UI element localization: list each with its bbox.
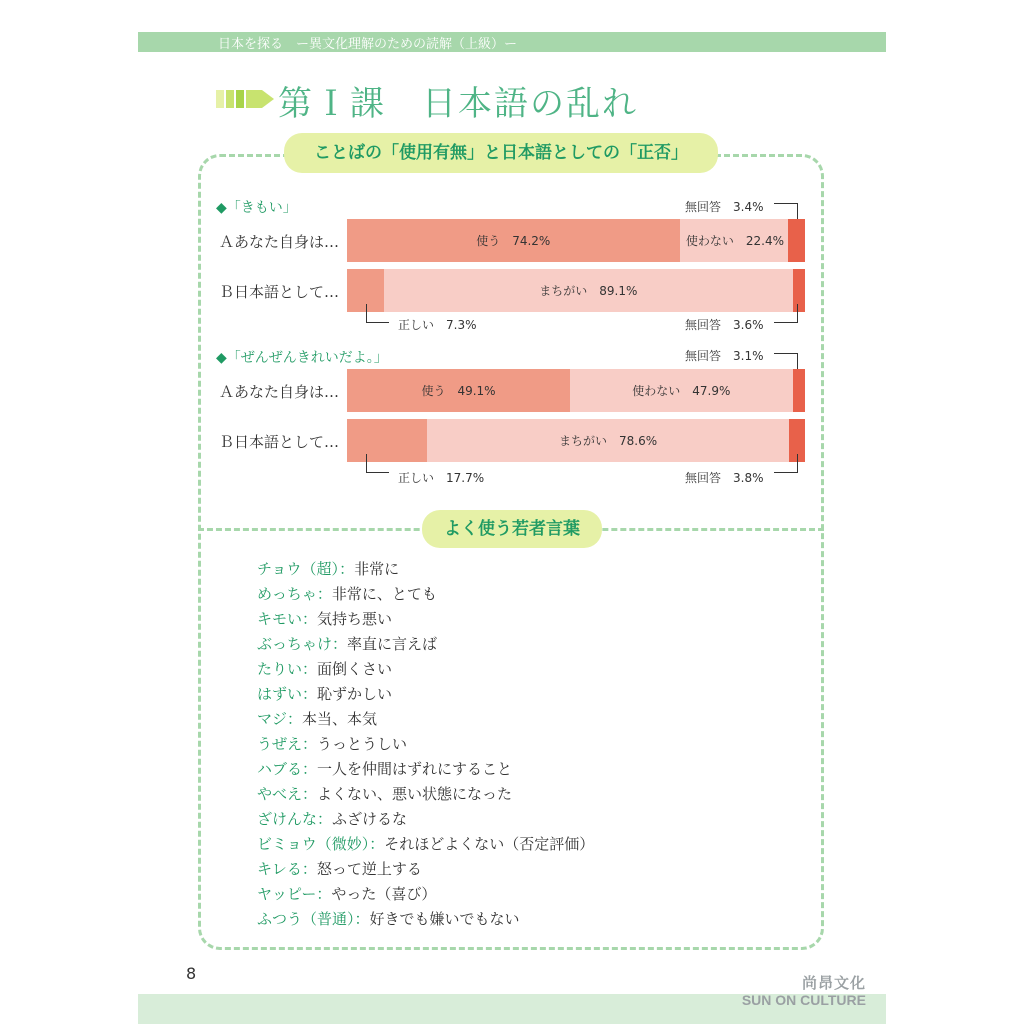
vocab-definition: 本当、本気 bbox=[302, 710, 378, 728]
bar-segment-use bbox=[347, 369, 570, 412]
stacked-bar bbox=[347, 369, 805, 412]
segment-label: 使う 74.2% bbox=[476, 234, 551, 248]
vocab-term: チョウ（超） bbox=[257, 560, 340, 578]
callout-bracket bbox=[774, 454, 798, 473]
vocab-term: やべえ bbox=[257, 785, 303, 803]
vocab-sep: ： bbox=[316, 585, 332, 603]
vocab-definition: 一人を仲間はずれにすること bbox=[317, 760, 513, 778]
vocab-sep: ： bbox=[316, 885, 332, 903]
header-bar bbox=[138, 32, 886, 52]
vocab-sep: ： bbox=[302, 660, 318, 678]
vocab-term: ハブる bbox=[257, 760, 303, 778]
vocab-term: はずい bbox=[257, 685, 303, 703]
segment-label: まちがい 78.6% bbox=[558, 434, 658, 448]
na-callout: 無回答 3.1% bbox=[685, 349, 764, 363]
vocab-definition: よくない、悪い状態になった bbox=[317, 785, 513, 803]
vocab-item bbox=[257, 707, 594, 732]
vocab-item bbox=[257, 632, 594, 657]
row-label-b: Ｂ日本語として… bbox=[219, 283, 340, 301]
vocab-sep: ： bbox=[302, 735, 318, 753]
vocab-sep: ： bbox=[339, 560, 355, 578]
vocab-list bbox=[257, 557, 594, 932]
vocab-item bbox=[257, 732, 594, 757]
vocab-item bbox=[257, 657, 594, 682]
vocab-item bbox=[257, 607, 594, 632]
vocab-item bbox=[257, 557, 594, 582]
vocab-definition: 面倒くさい bbox=[317, 660, 393, 678]
vocab-sep: ： bbox=[302, 610, 318, 628]
title-arrow-icon bbox=[216, 88, 276, 110]
bar-segment-na bbox=[793, 369, 805, 412]
segment-label: 使わない 47.9% bbox=[632, 384, 731, 398]
vocab-definition: それほどよくない（否定評価） bbox=[384, 835, 595, 853]
survey-heading: ことばの「使用有無」と日本語としての「正否」 bbox=[284, 133, 718, 173]
row-label-b: Ｂ日本語として… bbox=[219, 433, 340, 451]
vocab-definition: 気持ち悪い bbox=[317, 610, 393, 628]
bar-segment-use bbox=[347, 219, 680, 262]
vocab-item bbox=[257, 882, 594, 907]
vocab-item bbox=[257, 682, 594, 707]
segment-label: 使わない 22.4% bbox=[685, 234, 785, 248]
bar-segment-nouse bbox=[570, 369, 793, 412]
vocab-term: ざけんな bbox=[257, 810, 318, 828]
vocab-item bbox=[257, 832, 594, 857]
vocab-definition: 率直に言えば bbox=[347, 635, 438, 653]
na-callout: 無回答 3.4% bbox=[685, 200, 764, 214]
na-callout: 無回答 3.6% bbox=[685, 318, 764, 332]
correct-callout: 正しい 17.7% bbox=[398, 471, 485, 485]
stacked-bar bbox=[347, 219, 805, 262]
segment-label: 使う 49.1% bbox=[421, 384, 496, 398]
row-label-a: Ａあなた自身は… bbox=[219, 233, 340, 251]
callout-bracket bbox=[774, 304, 798, 323]
vocab-definition: 好きでも嫌いでもない bbox=[369, 910, 520, 928]
vocab-sep: ： bbox=[317, 810, 333, 828]
vocab-item bbox=[257, 857, 594, 882]
vocab-term: マジ bbox=[257, 710, 288, 728]
vocab-sep: ： bbox=[302, 685, 318, 703]
stacked-bar bbox=[347, 419, 805, 462]
correct-callout: 正しい 7.3% bbox=[398, 318, 477, 332]
vocab-sep: ： bbox=[287, 710, 303, 728]
vocab-item bbox=[257, 807, 594, 832]
section-label-zenzen: ◆「ぜんぜんきれいだよ。」 bbox=[216, 350, 388, 366]
vocab-sep: ： bbox=[332, 635, 348, 653]
vocab-item bbox=[257, 582, 594, 607]
vocab-definition: 恥ずかしい bbox=[317, 685, 393, 703]
callout-bracket bbox=[366, 454, 389, 473]
row-label-a: Ａあなた自身は… bbox=[219, 383, 340, 401]
bar-segment-na bbox=[788, 219, 805, 262]
vocab-item bbox=[257, 782, 594, 807]
vocab-term: たりい bbox=[257, 660, 303, 678]
bar-segment-wrong bbox=[427, 419, 789, 462]
vocab-term: ビミョウ（微妙） bbox=[257, 835, 370, 853]
vocab-sep: ： bbox=[301, 860, 317, 878]
na-callout: 無回答 3.8% bbox=[685, 471, 764, 485]
book-series-title: 日本を探る ー異文化理解のための読解（上級）ー bbox=[218, 37, 518, 52]
vocab-sep: ： bbox=[302, 785, 318, 803]
vocab-definition: 非常に、とても bbox=[331, 585, 437, 603]
vocab-term: めっちゃ bbox=[257, 585, 317, 603]
vocab-sep: ： bbox=[369, 835, 385, 853]
callout-bracket bbox=[366, 304, 389, 323]
vocab-sep: ： bbox=[354, 910, 370, 928]
vocab-term: うぜえ bbox=[257, 735, 303, 753]
vocab-definition: 怒って逆上する bbox=[316, 860, 422, 878]
publisher-logo bbox=[700, 972, 866, 1008]
lesson-title: 第Ｉ課 日本語の乱れ bbox=[278, 84, 638, 124]
vocab-term: ヤッピー bbox=[257, 885, 317, 903]
bar-segment-nouse bbox=[680, 219, 789, 262]
vocab-definition: やった（喜び） bbox=[331, 885, 437, 903]
logo-chinese: 尚昂文化 bbox=[801, 974, 866, 992]
vocab-definition: うっとうしい bbox=[317, 735, 408, 753]
vocab-term: ふつう（普通） bbox=[257, 910, 355, 928]
vocab-term: ぶっちゃけ bbox=[257, 635, 333, 653]
vocab-item bbox=[257, 907, 594, 932]
vocab-definition: 非常に bbox=[354, 560, 400, 578]
stacked-bar bbox=[347, 269, 805, 312]
vocab-sep: ： bbox=[302, 760, 318, 778]
vocab-term: キモい bbox=[257, 610, 303, 628]
section-label-kimoi: ◆「きもい」 bbox=[216, 200, 297, 216]
bar-segment-wrong bbox=[384, 269, 793, 312]
segment-label: まちがい 89.1% bbox=[539, 284, 638, 298]
vocab-definition: ふざけるな bbox=[332, 810, 408, 828]
vocab-heading: よく使う若者言葉 bbox=[422, 510, 602, 548]
logo-english: SUN ON CULTURE bbox=[741, 992, 866, 1008]
page-number: 8 bbox=[186, 964, 197, 983]
vocab-item bbox=[257, 757, 594, 782]
vocab-term: キレる bbox=[257, 860, 302, 878]
